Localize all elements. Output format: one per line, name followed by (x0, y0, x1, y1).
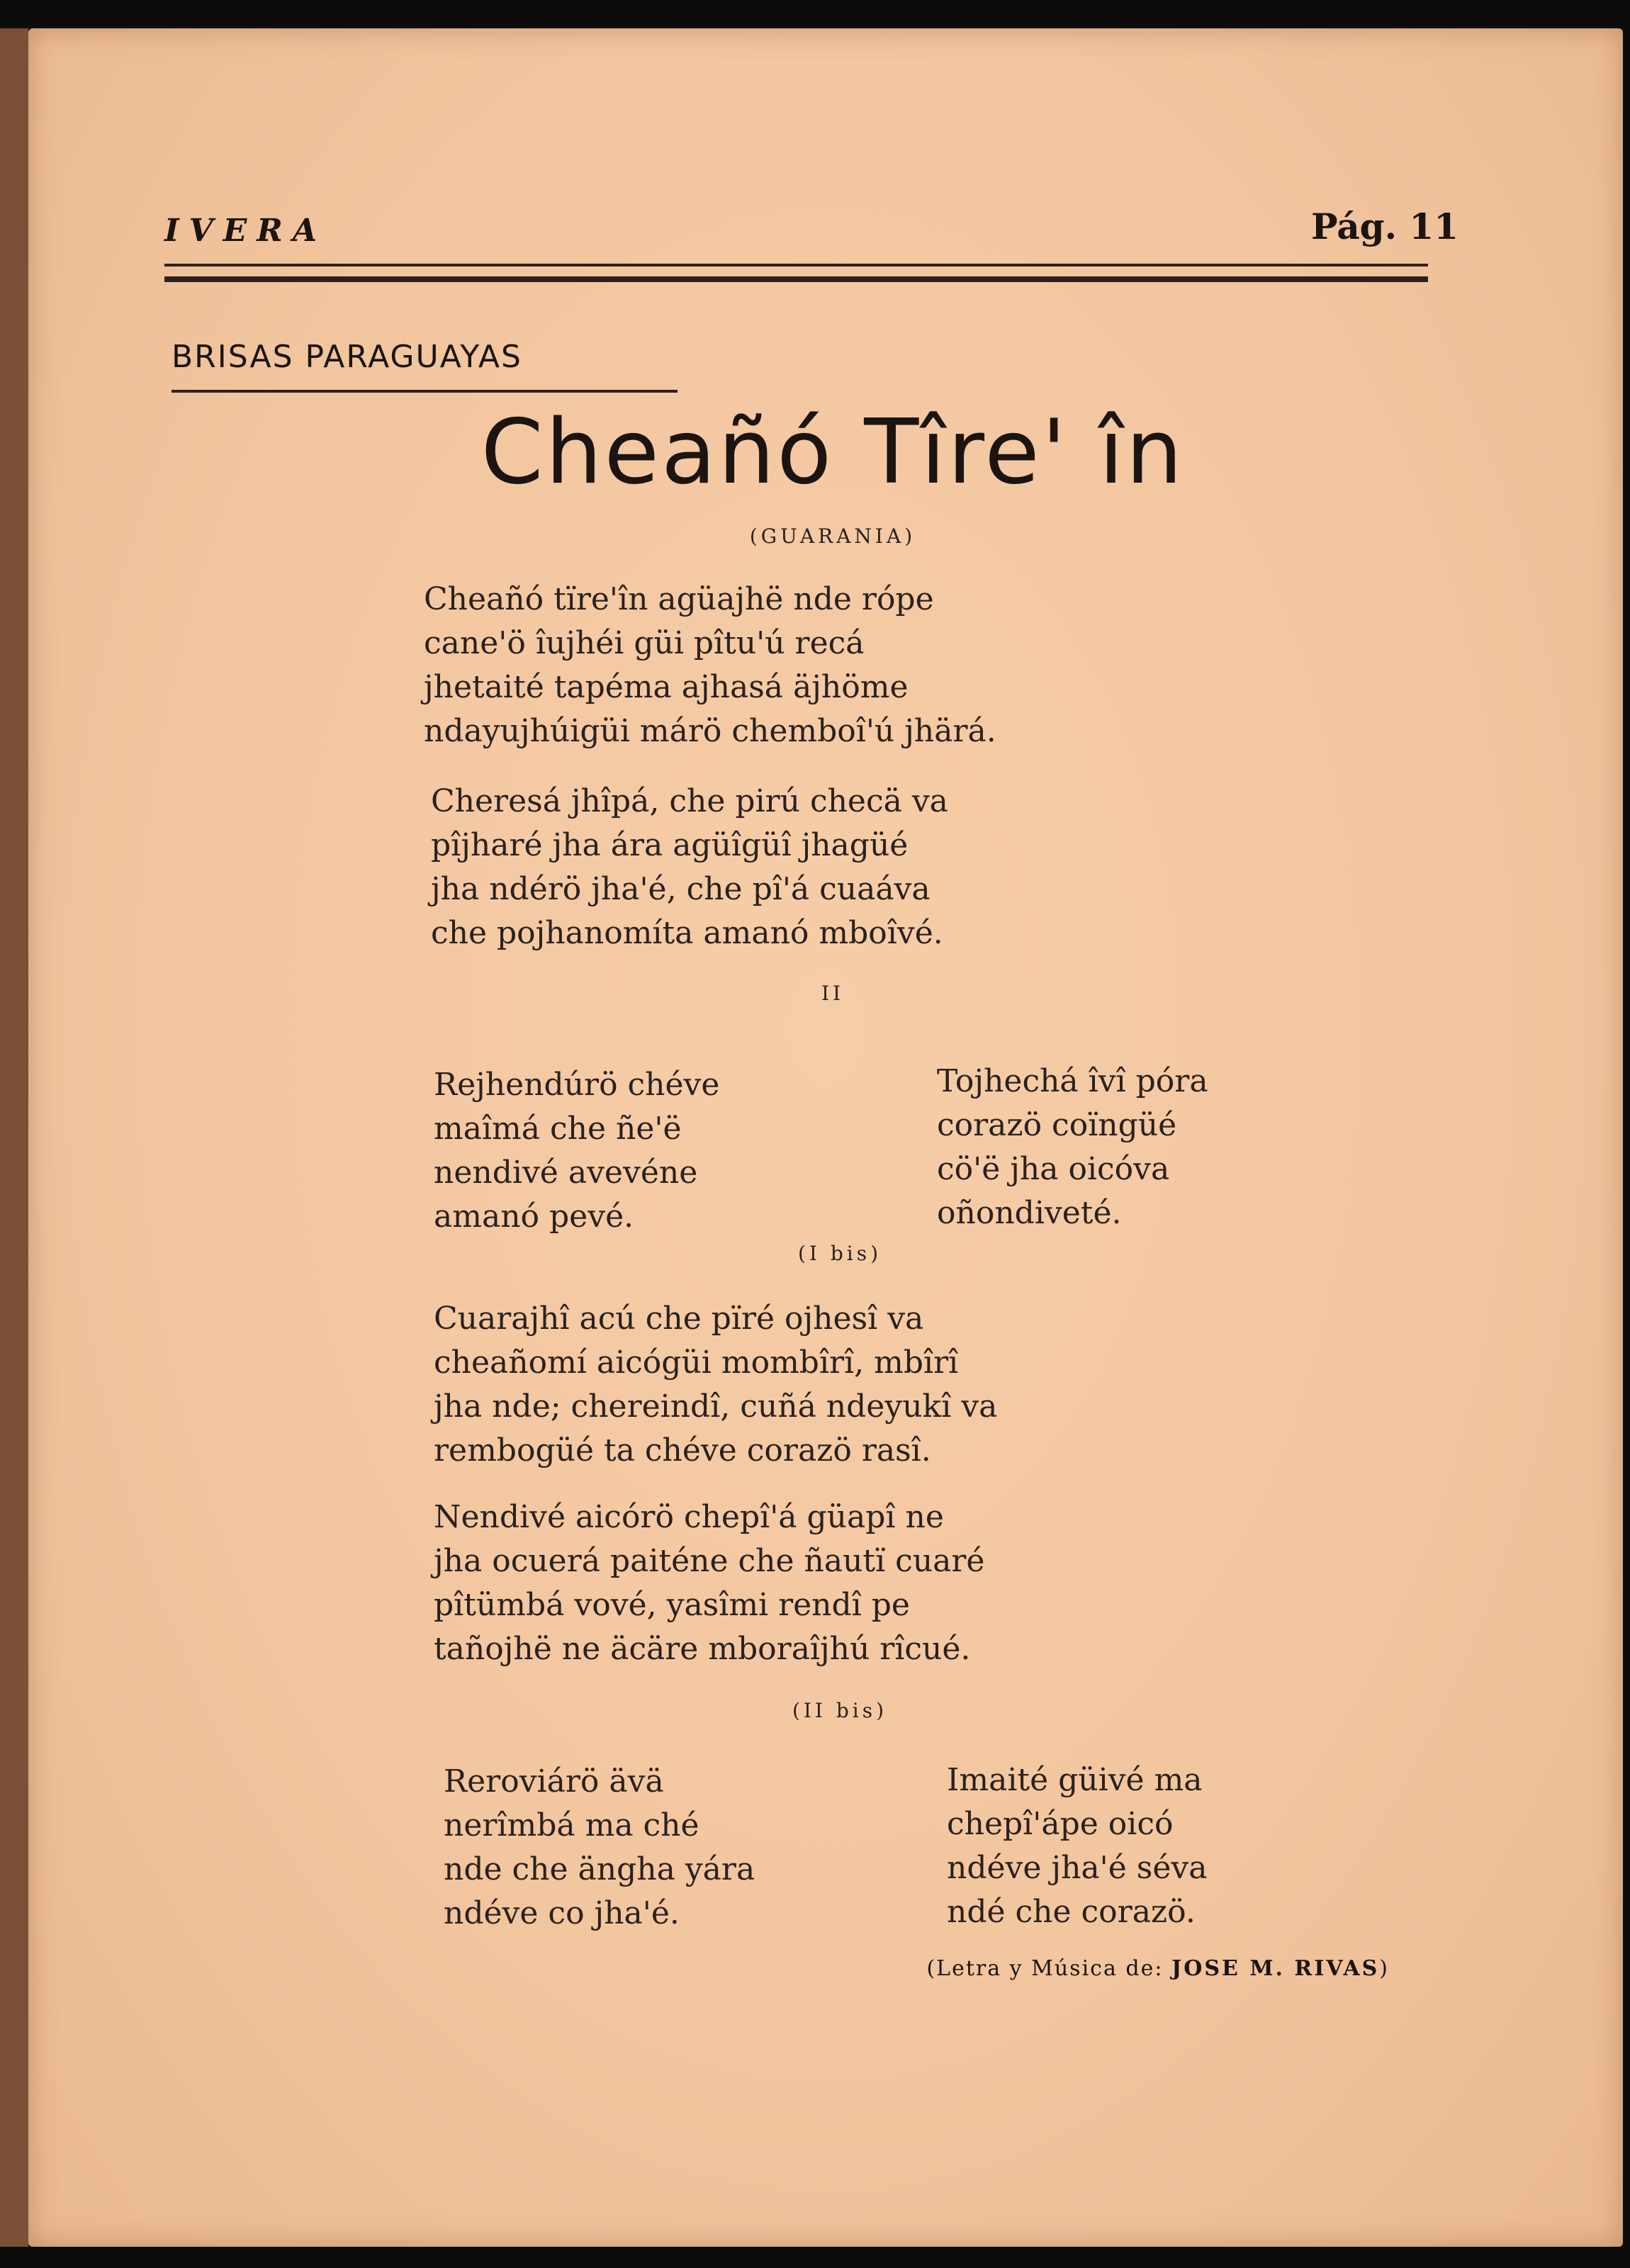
verse-line: maîmá che ñe'ë (434, 1111, 682, 1147)
verse-line: Rejhendúrö chéve (434, 1067, 720, 1103)
verse-line: jha ocuerá paiténe che ñautï cuaré (434, 1543, 985, 1579)
verse-line: cheañomí aicógüi mombîrî, mbîrî (434, 1344, 959, 1381)
verse-line: jhetaité tapéma ajhasá äjhöme (424, 669, 909, 705)
verse-line: cane'ö îujhéi güi pîtu'ú recá (424, 625, 865, 661)
verse-line: nerîmbá ma ché (444, 1807, 699, 1843)
book-spine (0, 28, 28, 2247)
credit-author: JOSE M. RIVAS (1171, 1956, 1380, 1981)
magazine-title: IVERA (164, 213, 327, 249)
section-marker-ii-bis: (II bis) (792, 1699, 888, 1722)
verse-line: Cheresá jhîpá, che pirú checä va (431, 783, 948, 819)
stanza-2 (431, 780, 948, 955)
verse-line: pîjharé jha ára agüîgüî jhagüé (431, 827, 909, 863)
section-heading: BRISAS PARAGUAYAS (172, 339, 522, 375)
verse-line: chepî'ápe oicó (947, 1806, 1174, 1842)
verse-line: jha nde; chereindî, cuñá ndeyukî va (434, 1388, 998, 1425)
page-number: Pág. 11 (1310, 206, 1458, 247)
section-underline (172, 390, 678, 393)
verse-line: nendivé avevéne (434, 1155, 698, 1191)
verse-line: oñondiveté. (937, 1195, 1122, 1231)
verse-line: pîtümbá vové, yasîmi rendî pe (434, 1587, 910, 1623)
verse-line: amanó pevé. (434, 1198, 634, 1235)
credit-prefix: (Letra y Música de: (926, 1956, 1164, 1981)
verse-line: Cuarajhî acú che pïré ojhesî va (434, 1301, 924, 1337)
verse-line: nde che ängha yára (444, 1851, 755, 1887)
verse-line: Cheañó tïre'în agüajhë nde rópe (424, 581, 934, 617)
verse-line: che pojhanomíta amanó mboîvé. (431, 915, 943, 951)
verse-line: jha ndérö jha'é, che pî'á cuaáva (431, 871, 931, 907)
verse-line: ndé che corazö. (947, 1894, 1196, 1930)
verse-line: ndéve jha'é séva (947, 1850, 1208, 1886)
song-title: Cheañó Tîre' în (480, 400, 1185, 504)
header-rule-thin (164, 264, 1428, 266)
verse-line: Nendivé aicórö chepî'á güapî ne (434, 1499, 944, 1535)
song-credit (926, 1956, 1389, 1981)
header-rule-thick (164, 276, 1428, 282)
verse-line: tañojhë ne äcäre mboraîjhú rîcué. (434, 1631, 971, 1667)
stanza-6-right (947, 1758, 1207, 1934)
stanza-5 (434, 1495, 984, 1671)
stanza-6-left (444, 1760, 755, 1936)
section-marker-i-bis: (I bis) (797, 1242, 882, 1265)
song-genre: (GUARANIA) (749, 524, 916, 548)
verse-line: corazö coïngüé (937, 1107, 1177, 1143)
verse-line: Tojhechá îvî póra (937, 1063, 1208, 1099)
stanza-3-left (434, 1063, 719, 1239)
section-marker-ii: II (821, 982, 845, 1005)
verse-line: Imaité güivé ma (947, 1762, 1203, 1798)
verse-line: Reroviárö ävä (444, 1763, 664, 1800)
verse-line: ndéve co jha'é. (444, 1895, 680, 1931)
stanza-3-right (937, 1060, 1208, 1235)
verse-line: ndayujhúigüi márö chemboî'ú jhärá. (424, 713, 996, 749)
verse-line: rembogüé ta chéve corazö rasî. (434, 1432, 931, 1469)
credit-suffix: ) (1379, 1956, 1389, 1981)
stanza-4 (434, 1297, 997, 1473)
verse-line: cö'ë jha oicóva (937, 1151, 1170, 1187)
stanza-1 (424, 578, 996, 753)
